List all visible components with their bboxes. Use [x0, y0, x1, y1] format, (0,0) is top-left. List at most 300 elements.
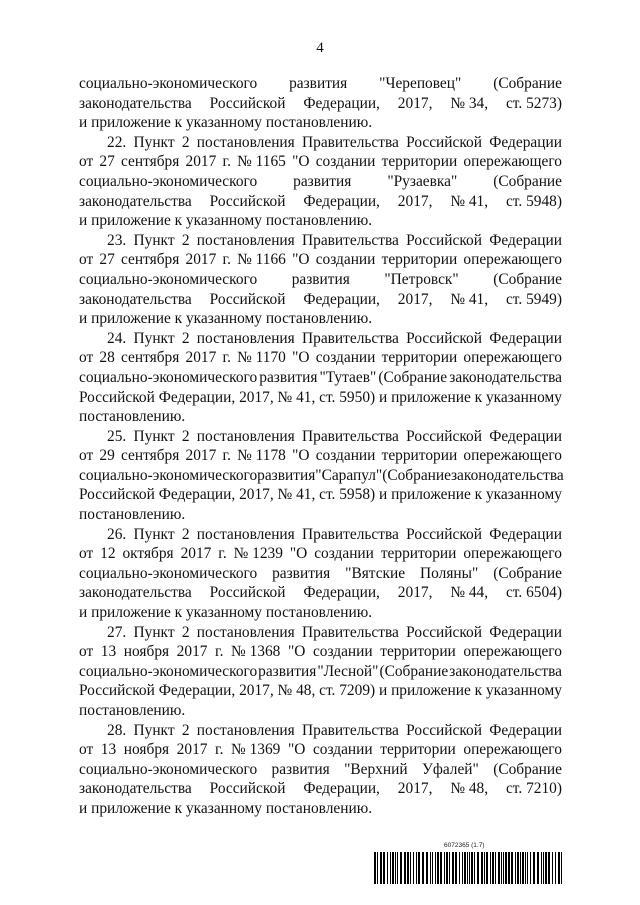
text-word: "О [292, 349, 310, 367]
text-word: Федерации [489, 329, 562, 347]
barcode-bar [501, 852, 502, 884]
text-word: (Собрание [493, 564, 562, 582]
barcode-bar [435, 852, 436, 884]
paragraph-first-line [79, 329, 562, 349]
text-line [79, 603, 562, 623]
text-word: № 1178 [237, 447, 286, 465]
barcode-bar [395, 852, 396, 884]
barcode-bar [432, 852, 433, 884]
text-word: Пункт [133, 231, 175, 249]
barcode-bar [374, 852, 376, 884]
text-line [79, 799, 562, 819]
barcode-bar [537, 852, 539, 884]
text-word: и приложение к указанному постановлению. [79, 114, 373, 132]
barcode-bar [449, 852, 450, 884]
text-word: и приложение к указанному постановлению. [79, 799, 373, 817]
text-word: и приложение к указанному постановлению. [79, 212, 373, 230]
text-word: постановления [196, 525, 295, 543]
text-word: 2017, [397, 290, 433, 308]
text-word: "Рузаевка" [387, 172, 458, 190]
barcode-bar [416, 852, 417, 884]
text-word: социально-экономического [79, 564, 258, 582]
text-word: (Собрание [493, 75, 562, 92]
text-word: создании [315, 251, 376, 269]
text-word: от [79, 447, 94, 465]
text-word: "Лесной" [317, 662, 379, 680]
barcode-bar [400, 852, 402, 884]
text-word: 2017 [176, 643, 208, 661]
text-word: ст. 5950) [319, 388, 376, 406]
text-word: № 41, [450, 192, 489, 210]
barcode-bar [552, 852, 553, 884]
barcode-bar [469, 852, 470, 884]
text-word: Пункт [133, 427, 175, 445]
text-line [79, 779, 562, 799]
text-line [79, 172, 562, 192]
text-word: № 1166 [237, 251, 286, 269]
text-word: 2017 [185, 447, 217, 465]
text-word: 2017, [397, 192, 433, 210]
barcode-block [374, 842, 562, 888]
text-word: Правительства [302, 525, 399, 543]
text-word: создании [312, 643, 373, 661]
text-word: и приложение к указанному постановлению. [79, 604, 373, 622]
text-word: октября [122, 545, 174, 563]
text-word: (Собрание [493, 172, 562, 190]
text-word: 26. [107, 525, 127, 543]
text-word: 2017, [397, 94, 433, 112]
text-word: 28. [107, 721, 127, 739]
text-word: приложение [391, 486, 471, 504]
text-word: 2 [181, 721, 190, 739]
text-word: Российской [406, 721, 482, 739]
text-word: Российской [209, 780, 286, 798]
barcode-bar [511, 852, 513, 884]
text-word: 27. [107, 623, 127, 641]
barcode-bar [474, 852, 475, 884]
barcode-image [374, 852, 562, 884]
text-word: "О [292, 447, 310, 465]
text-word: Федерации [489, 525, 562, 543]
barcode-bar [462, 852, 463, 884]
text-word: постановления [196, 623, 295, 641]
barcode-bar [477, 852, 479, 884]
barcode-bar [467, 852, 468, 884]
text-word: Пункт [133, 329, 175, 347]
text-word: 24. [107, 329, 127, 347]
text-word: № 1170 [237, 349, 286, 367]
text-word: законодательства [79, 94, 192, 112]
text-word: развития [259, 368, 318, 386]
barcode-bar [541, 852, 542, 884]
text-word: ст. 5948) [505, 192, 562, 210]
text-line [79, 642, 562, 662]
text-word: социально-экономического [79, 368, 258, 386]
text-word: Правительства [302, 721, 399, 739]
barcode-bar [390, 852, 391, 884]
barcode-bar [440, 852, 442, 884]
text-word: 27 [99, 153, 115, 171]
text-word: Федерации, [303, 780, 380, 798]
text-word: № 1165 [237, 153, 286, 171]
barcode-bar [422, 852, 424, 884]
text-word: от [79, 545, 94, 563]
text-word: законодательства [79, 192, 192, 210]
text-word: "Тутаев" [319, 368, 377, 386]
text-word: Федерации, [158, 682, 236, 700]
text-word: Российской [209, 192, 286, 210]
text-line [79, 388, 562, 408]
text-word: 2 [181, 525, 190, 543]
text-word: 23. [107, 231, 127, 249]
text-word: сентября [121, 349, 180, 367]
text-word: указанному [485, 486, 562, 504]
text-word: "О [287, 643, 306, 661]
barcode-bar [397, 852, 398, 884]
text-word: Правительства [302, 231, 399, 249]
text-word: 2017 [176, 741, 208, 759]
text-word: "О [287, 741, 306, 759]
text-line [79, 505, 562, 525]
text-word: опережающего [463, 545, 562, 563]
text-line [79, 250, 562, 270]
text-word: Пункт [133, 623, 175, 641]
text-word: Федерации, [303, 94, 380, 112]
barcode-bar [505, 852, 507, 884]
text-word: Российской [79, 682, 155, 700]
text-word: (Собрание [493, 760, 562, 778]
text-word: социально-экономического [79, 270, 258, 288]
text-word: Российской [406, 525, 482, 543]
barcode-bar [464, 852, 466, 884]
text-word: г. [222, 447, 231, 465]
text-word: 25. [107, 427, 127, 445]
text-line [79, 544, 562, 564]
text-word: "Петровск" [384, 270, 459, 288]
barcode-bar [380, 852, 382, 884]
text-word: опережающего [463, 251, 562, 269]
text-word: № 48, [450, 780, 489, 798]
text-word: г. [215, 741, 224, 759]
text-word: развития [289, 75, 348, 92]
text-line [79, 290, 562, 310]
text-line [79, 192, 562, 212]
text-word: Правительства [302, 329, 399, 347]
barcode-bar [430, 852, 431, 884]
barcode-bar [508, 852, 510, 884]
text-line [79, 74, 562, 94]
barcode-bar [426, 852, 428, 884]
text-word: ст. 5958) [319, 486, 376, 504]
text-word: создании [312, 741, 373, 759]
text-word: опережающего [463, 741, 562, 759]
barcode-bar [437, 852, 439, 884]
barcode-bar [503, 852, 504, 884]
barcode-bar [413, 852, 414, 884]
barcode-bar [383, 852, 385, 884]
text-word: Федерации, [303, 192, 380, 210]
barcode-bar [387, 852, 388, 884]
text-word: г. [222, 251, 231, 269]
text-word: г. [218, 545, 227, 563]
text-word: развития [272, 564, 331, 582]
text-word: "О [292, 251, 310, 269]
text-word: постановления [196, 721, 295, 739]
text-word: № 41, [450, 290, 489, 308]
text-word: Федерации, [158, 388, 236, 406]
text-word: Уфалей" [421, 760, 479, 778]
text-word: от [79, 153, 94, 171]
text-word: № 1239 [233, 545, 283, 563]
text-word: 2017, [239, 388, 274, 406]
text-line [79, 583, 562, 603]
text-word: (Собрание [493, 270, 562, 288]
text-word: опережающего [463, 349, 562, 367]
text-word: социально-экономического [79, 172, 258, 190]
text-word: Федерации [489, 721, 562, 739]
document-body [79, 74, 562, 819]
paragraph-first-line [79, 525, 562, 545]
text-word: 2017 [185, 349, 217, 367]
text-word: ст. 6504) [505, 584, 562, 602]
barcode-bar [444, 852, 445, 884]
text-line [79, 466, 562, 486]
text-line [79, 740, 562, 760]
barcode-bar [486, 852, 488, 884]
text-word: 2017, [239, 682, 274, 700]
text-word: Пункт [133, 133, 175, 151]
text-word: 28 [99, 349, 115, 367]
text-word: 2017, [397, 584, 433, 602]
text-word: законодательства [79, 780, 192, 798]
barcode-bar [404, 852, 406, 884]
text-word: Правительства [302, 133, 399, 151]
text-word: опережающего [463, 643, 562, 661]
text-word: Пункт [133, 721, 175, 739]
text-word: Российской [209, 584, 286, 602]
text-word: от [79, 251, 94, 269]
text-word: 2 [181, 623, 190, 641]
barcode-bar [525, 852, 526, 884]
text-word: Российской [406, 329, 482, 347]
text-word: "О [292, 153, 310, 171]
text-word: территории [381, 251, 458, 269]
text-word: законодательства [79, 290, 192, 308]
text-line [79, 309, 562, 329]
text-word: "Череповец" [379, 75, 462, 92]
text-word: социально-экономического [79, 760, 258, 778]
barcode-bar [527, 852, 528, 884]
text-line [79, 113, 562, 133]
text-word: социально-экономического [79, 75, 258, 92]
text-word: сентября [121, 251, 180, 269]
barcode-bar [410, 852, 411, 884]
text-word: ст. 7209) [319, 682, 376, 700]
barcode-bar [545, 852, 547, 884]
text-word: развития [271, 760, 330, 778]
text-word: № 34, [450, 94, 489, 112]
text-word: развития [257, 466, 316, 484]
text-word: указанному [485, 682, 562, 700]
text-word: опережающего [463, 447, 562, 465]
text-line [79, 348, 562, 368]
text-word: № 41, [277, 388, 316, 406]
barcode-bar [377, 852, 378, 884]
barcode-bar [558, 852, 560, 884]
barcode-bar [459, 852, 460, 884]
text-line [79, 407, 562, 427]
text-word: постановления [196, 231, 295, 249]
text-word: развития [293, 172, 352, 190]
text-word: Российской [79, 486, 155, 504]
text-word: приложение [391, 388, 471, 406]
text-word: № 1369 [231, 741, 281, 759]
barcode-bar [543, 852, 544, 884]
text-line [79, 564, 562, 584]
text-word: Российской [406, 133, 482, 151]
barcode-bar [555, 852, 556, 884]
text-word: к [474, 682, 483, 700]
barcode-bar [520, 852, 521, 884]
text-word: г. [222, 153, 231, 171]
text-word: 2017, [239, 486, 274, 504]
barcode-bar [484, 852, 485, 884]
barcode-bar [455, 852, 457, 884]
text-word: 2 [181, 427, 190, 445]
barcode-bar [517, 852, 519, 884]
barcode-bar [392, 852, 394, 884]
text-word: ст. 5273) [505, 94, 562, 112]
text-word: территории [380, 741, 456, 759]
text-word: 12 [100, 545, 116, 563]
page-number: 4 [316, 40, 324, 56]
text-word: законодательства [79, 584, 192, 602]
text-word: от [79, 643, 94, 661]
text-word: Российской [209, 290, 286, 308]
text-word: развития [291, 270, 350, 288]
text-word: г. [215, 643, 224, 661]
text-line [79, 368, 562, 388]
text-line [79, 152, 562, 172]
text-word: от [79, 741, 94, 759]
text-word: развития [258, 662, 317, 680]
text-word: 2017 [185, 251, 217, 269]
text-word: Федерации [489, 231, 562, 249]
text-word: Правительства [302, 623, 399, 641]
paragraph-first-line [79, 623, 562, 643]
text-word: Правительства [302, 427, 399, 445]
text-word: Федерации, [158, 486, 236, 504]
barcode-bar [452, 852, 454, 884]
barcode-bar [407, 852, 409, 884]
text-word: постановлению. [79, 506, 186, 524]
text-word: Российской [406, 427, 482, 445]
text-word: территории [381, 153, 458, 171]
barcode-bar [471, 852, 473, 884]
paragraph-first-line [79, 721, 562, 741]
text-word: 2017 [185, 153, 217, 171]
barcode-bar [515, 852, 516, 884]
text-word: постановлению. [79, 408, 186, 426]
text-word: социально-экономического [79, 662, 258, 680]
text-word: территории [381, 349, 458, 367]
text-line [79, 701, 562, 721]
text-word: ст. 7210) [505, 780, 562, 798]
text-line [79, 94, 562, 114]
text-word: постановления [196, 427, 295, 445]
text-word: к [474, 486, 483, 504]
text-word: законодательства [449, 662, 562, 680]
text-word: создании [315, 153, 376, 171]
text-word: создании [315, 349, 376, 367]
text-word: сентября [121, 447, 180, 465]
text-word: 2 [181, 329, 190, 347]
barcode-bar [530, 852, 531, 884]
text-word: № 41, [277, 486, 316, 504]
text-word: Федерации, [303, 290, 380, 308]
barcode-bar [561, 852, 562, 884]
text-word: ноября [123, 643, 170, 661]
text-line [79, 662, 562, 682]
text-word: (Собрание [382, 466, 451, 484]
text-word: 2017 [180, 545, 212, 563]
barcode-bar [548, 852, 550, 884]
text-line [79, 211, 562, 231]
barcode-caption: 6072365 (1.7) [444, 842, 485, 849]
text-word: 13 [100, 643, 117, 661]
text-word: 22. [107, 133, 127, 151]
text-word: 13 [100, 741, 117, 759]
text-word: Федерации [489, 623, 562, 641]
paragraph-first-line [79, 133, 562, 153]
text-word: Федерации [489, 427, 562, 445]
text-word: 27 [99, 251, 115, 269]
text-word: Российской [209, 94, 286, 112]
text-word: "Вятские [345, 564, 406, 582]
text-word: (Собрание [379, 662, 449, 680]
text-word: сентября [121, 153, 180, 171]
text-word: 2017, [397, 780, 433, 798]
text-word: и [378, 388, 388, 406]
text-word: ноября [123, 741, 170, 759]
text-word: от [79, 349, 94, 367]
text-word: социально-экономического [79, 466, 258, 484]
text-word: указанному [485, 388, 562, 406]
barcode-bar [481, 852, 483, 884]
text-line [79, 681, 562, 701]
text-word: г. [222, 349, 231, 367]
text-word: и [378, 486, 388, 504]
text-word: Российской [406, 623, 482, 641]
barcode-bar [490, 852, 491, 884]
text-word: № 44, [450, 584, 489, 602]
text-word: (Собрание [378, 368, 448, 386]
text-word: и приложение к указанному постановлению. [79, 310, 373, 328]
text-word: ст. 5949) [505, 290, 562, 308]
barcode-bar [495, 852, 496, 884]
text-word: постановлению. [79, 702, 186, 719]
text-word: "Верхний [344, 760, 408, 778]
text-word: "Сарапул" [315, 466, 383, 484]
text-word: территории [380, 545, 457, 563]
barcode-bar [492, 852, 494, 884]
barcode-bar [446, 852, 448, 884]
text-word: к [474, 388, 483, 406]
text-word: постановления [196, 329, 295, 347]
text-word: создании [315, 447, 376, 465]
text-word: опережающего [463, 153, 562, 171]
text-word: Федерации, [303, 584, 380, 602]
